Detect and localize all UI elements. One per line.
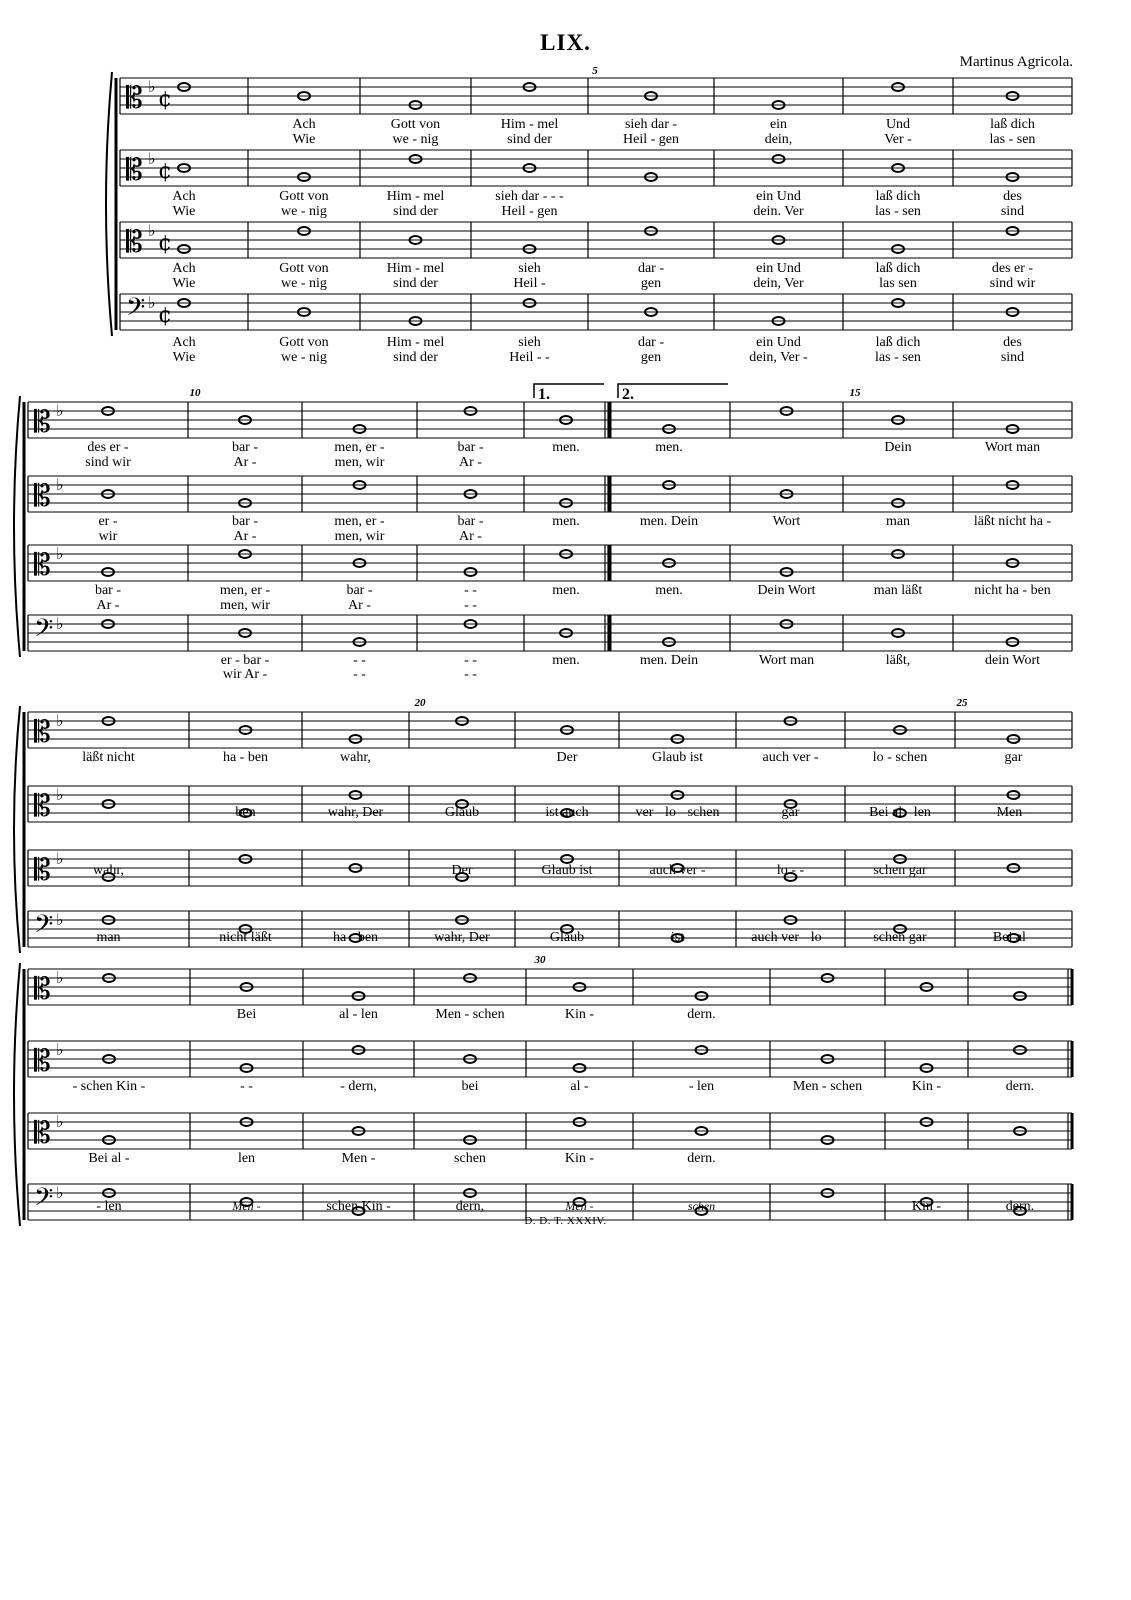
lyric-syllable: dar - [637,335,665,350]
lyric-syllable: dein Wort [985,653,1040,668]
lyric-syllable: al - len [339,1007,378,1022]
lyric-syllable: - dern, [340,1079,377,1094]
lyric-syllable: auch ver - lo - [751,930,830,945]
system-bracket [14,396,20,657]
lyric-syllable: ein Und [756,335,801,350]
measure-number: 30 [534,954,546,966]
lyric-syllable: dein. Ver [753,204,804,219]
lyric-syllable: ha - ben [222,750,269,765]
flat-icon: ♭ [56,544,64,563]
lyric-syllable: sind der [507,132,552,147]
staff [28,910,1072,947]
staff [120,77,1072,147]
lyric-syllable: laß dich [875,261,921,276]
measure-number: 20 [414,697,426,709]
lyric-syllable: dern, [455,1199,485,1214]
c-clef-icon: 𝄡 [34,715,51,750]
lyric-syllable: bar - [457,514,484,529]
lyric-syllable: men, er - [334,514,385,529]
c-clef-icon: 𝄡 [34,972,51,1007]
lyric-syllable: Glaub ist [541,863,593,878]
lyric-syllable: gen [640,276,662,291]
lyric-syllable: Ach [172,189,196,204]
bass-clef-icon: 𝄢 [34,910,54,945]
lyric-syllable: ein [769,117,788,132]
flat-icon: ♭ [56,711,64,730]
lyric-syllable: - - [464,598,477,613]
lyric-syllable: - - [102,805,115,820]
lyric-syllable: schen gar [873,930,927,945]
lyric-syllable: sind der [393,276,438,291]
lyric-syllable: Him - mel [500,117,559,132]
lyric-syllable: lo - - [776,863,805,878]
lyric-syllable: Gott von [279,189,329,204]
lyric-syllable: er - bar - [220,653,270,668]
lyric-syllable: ein Und [756,189,801,204]
lyric-syllable: - - [240,1079,253,1094]
lyric-syllable: Wort [772,514,801,529]
measure-number: 10 [189,387,201,399]
lyric-syllable: Glaub ist [652,750,703,765]
composer-name: Martinus Agricola. [959,54,1073,70]
lyric-syllable: Heil - - [509,350,550,365]
system-bracket [106,72,112,336]
lyric-syllable: we - nig [392,132,439,147]
lyric-syllable: sieh dar - - - [495,189,564,204]
staff [28,849,1072,888]
lyric-syllable: gen [640,350,662,365]
flat-icon: ♭ [56,1112,64,1131]
flat-icon: ♭ [148,221,156,240]
lyric-syllable: wahr, [93,863,124,878]
lyric-syllable: ein Und [756,261,801,276]
lyric-syllable: sieh [518,261,541,276]
cut-time-icon: ¢ [158,159,172,184]
volta-label: 2. [622,386,634,403]
score-system [14,697,1072,953]
lyric-syllable: auch ver - [649,863,706,878]
staff [120,221,1072,291]
lyric-syllable: Wie [172,204,196,219]
lyric-syllable: Gott von [279,261,329,276]
lyric-syllable: dein, Ver - [749,350,808,365]
lyric-syllable: er - [98,514,118,529]
lyric-syllable: Und [885,117,911,132]
lyric-syllable: schen gar [873,863,927,878]
lyric-syllable: men. [655,583,683,598]
lyric-syllable: men, er - [219,583,271,598]
lyric-syllable: Wie [172,350,196,365]
lyric-syllable: Ach [172,261,196,276]
lyric-syllable: Ar - [348,598,371,613]
c-clef-icon: 𝄡 [126,225,143,260]
lyric-syllable: we - nig [281,204,327,219]
lyric-syllable: läßt nicht [82,750,135,765]
lyric-syllable: men. [552,514,580,529]
staff [120,149,1072,219]
lyric-syllable: man [96,930,121,945]
lyric-syllable: - - [464,583,477,598]
lyric-syllable: men, wir [334,455,385,470]
lyric-syllable: man läßt [873,583,923,598]
lyric-syllable: men. [655,440,683,455]
lyric-syllable: Dein Wort [757,583,816,598]
c-clef-icon: 𝄡 [34,548,51,583]
measure-number: 15 [849,387,861,399]
lyric-syllable: Men - [996,805,1031,820]
lyric-syllable: Gott von [279,335,329,350]
lyric-syllable: schen [687,1199,716,1213]
lyric-syllable: Heil - gen [623,132,679,147]
lyric-syllable: len [237,1151,256,1166]
lyric-syllable: bar - [346,583,373,598]
lyric-syllable: Him - mel [386,261,445,276]
lyric-syllable: läßt nicht ha - [973,514,1052,529]
lyric-syllable: wir [98,529,118,544]
staff [28,475,1072,544]
c-clef-icon: 𝄡 [126,153,143,188]
staff [28,968,1072,1022]
lyric-syllable: Kin - [564,1151,595,1166]
lyric-syllable: sind [1000,204,1025,219]
staff [28,401,1072,470]
lyric-syllable: - - [353,653,366,668]
lyric-syllable: gar [1004,750,1023,765]
lyric-syllable: Him - mel [386,189,445,204]
lyric-syllable: laß dich [875,335,921,350]
lyric-syllable: wahr, [340,750,371,765]
lyric-syllable: Bei [236,1007,257,1022]
lyric-syllable: Bei al - [88,1151,130,1166]
lyric-syllable: - - [464,653,477,668]
lyric-syllable: bar - [231,440,259,455]
lyric-syllable: Wort man [758,653,815,668]
lyric-syllable: dein, [764,132,793,147]
lyric-syllable: ben [235,805,256,820]
cut-time-icon: ¢ [158,87,172,112]
lyric-syllable: Dein [884,440,912,455]
lyric-syllable: Ver - [884,132,912,147]
lyric-syllable: bar - [231,514,259,529]
measure-number: 25 [956,697,968,709]
flat-icon: ♭ [56,968,64,987]
lyric-syllable: des [1003,335,1022,350]
lyric-syllable: Men - schen [435,1007,505,1022]
lyric-syllable: Ar - [96,598,120,613]
lyric-syllable: men. Dein [639,653,699,668]
bass-clef-icon: 𝄢 [34,614,54,649]
score-system [14,954,1072,1226]
lyric-syllable: dar - [637,261,665,276]
lyric-syllable: lo - schen [872,750,928,765]
c-clef-icon: 𝄡 [34,479,51,514]
flat-icon: ♭ [56,849,64,868]
lyric-syllable: Glaub [549,930,585,945]
flat-icon: ♭ [56,1183,64,1202]
lyric-syllable: Heil - gen [501,204,558,219]
lyric-syllable: man [885,514,911,529]
lyric-syllable: Ar - [459,455,482,470]
flat-icon: ♭ [56,401,64,420]
c-clef-icon: 𝄡 [34,405,51,440]
lyric-syllable: dern. [687,1007,716,1022]
lyric-syllable: wahr, Der [434,930,490,945]
score-system [14,384,1072,682]
lyric-syllable: men. [552,583,580,598]
c-clef-icon: 𝄡 [34,853,51,888]
system-bracket [14,963,20,1226]
lyric-syllable: sind der [393,204,438,219]
lyric-syllable: Ar - [233,529,257,544]
lyric-syllable: laß dich [990,117,1035,132]
lyric-syllable: Men - [232,1199,261,1213]
c-clef-icon: 𝄡 [34,789,51,824]
score-system [106,65,1072,365]
lyric-syllable: sind wir [989,276,1036,291]
lyric-syllable: las - sen [875,204,921,219]
lyric-syllable: las sen [879,276,917,291]
lyric-syllable: al - [570,1079,589,1094]
lyric-syllable: wir Ar - [222,667,268,682]
lyric-syllable: men. [552,440,580,455]
staff [120,293,1072,365]
staff [28,1112,1072,1166]
staff [28,614,1072,682]
flat-icon: ♭ [148,77,156,96]
lyric-syllable: sind wir [85,455,131,470]
cut-time-icon: ¢ [158,303,172,328]
c-clef-icon: 𝄡 [126,81,143,116]
lyric-syllable: Kin - [564,1007,595,1022]
lyric-syllable: Bei al - [992,930,1035,945]
lyric-syllable: dern. [687,1151,716,1166]
bass-clef-icon: 𝄢 [126,293,146,328]
lyric-syllable: - len [96,1199,122,1214]
page-title: LIX. [540,30,591,55]
staff [28,1040,1072,1094]
lyric-syllable: dern. [1005,1199,1035,1214]
lyric-syllable: las - sen [989,132,1036,147]
lyric-syllable: sieh [518,335,541,350]
lyric-syllable: - len [688,1079,715,1094]
lyric-syllable: Bei al - len [869,805,931,820]
lyric-syllable: - - [464,667,477,682]
lyric-syllable: sind [1000,350,1025,365]
lyric-syllable: des er - [87,440,129,455]
staff [28,544,1072,613]
system-bracket [14,706,20,953]
lyric-syllable: Wie [172,276,196,291]
lyric-syllable: schen Kin - [326,1199,391,1214]
lyric-syllable: Ar - [459,529,482,544]
lyric-syllable: Ar - [233,455,257,470]
lyric-syllable: Ach [172,335,196,350]
lyric-syllable: Men - [565,1199,594,1213]
lyric-syllable: Der [451,863,473,878]
volta-label: 1. [538,386,550,403]
lyric-syllable: ver - lo - schen [635,805,720,820]
lyric-syllable: Glaub [444,805,480,820]
lyric-syllable: ist auch [545,805,589,820]
lyric-syllable: Ach [292,117,316,132]
lyric-syllable: las - sen [875,350,921,365]
lyric-syllable: bar - [94,583,122,598]
lyric-syllable: men, wir [220,598,270,613]
lyric-syllable: Men - schen [792,1079,863,1094]
flat-icon: ♭ [56,1040,64,1059]
flat-icon: ♭ [56,910,64,929]
staff [28,785,1072,824]
lyric-syllable: we - nig [281,350,327,365]
lyric-syllable: Him - mel [386,335,445,350]
lyric-syllable: - schen Kin - [72,1079,146,1094]
lyric-syllable: men, er - [334,440,385,455]
lyric-syllable: sind der [393,350,438,365]
lyric-syllable: wahr, Der [327,805,384,820]
c-clef-icon: 𝄡 [34,1116,51,1151]
lyric-syllable: Wie [292,132,316,147]
lyric-syllable: ist [670,930,685,945]
lyric-syllable: we - nig [281,276,327,291]
lyric-syllable: Heil - [513,276,546,291]
lyric-syllable: men, wir [334,529,385,544]
lyric-syllable: des [1003,189,1022,204]
bass-clef-icon: 𝄢 [34,1183,54,1218]
staff [28,711,1072,765]
flat-icon: ♭ [56,614,64,633]
flat-icon: ♭ [148,149,156,168]
lyric-syllable: nicht läßt [219,930,272,945]
lyric-syllable: men. Dein [639,514,699,529]
lyric-syllable: läßt, [885,653,911,668]
lyric-syllable: - - [353,667,366,682]
lyric-syllable: gar [781,805,800,820]
lyric-syllable: Wort man [984,440,1041,455]
lyric-syllable: men. [552,653,580,668]
lyric-syllable: dein, Ver [753,276,804,291]
flat-icon: ♭ [148,293,156,312]
cut-time-icon: ¢ [158,231,172,256]
lyric-syllable: bei [461,1079,479,1094]
lyric-syllable: Men - [341,1151,376,1166]
volta-bracket [618,384,728,398]
lyric-syllable: des er - [991,261,1034,276]
measure-number: 5 [592,65,598,77]
lyric-syllable: Der [556,750,578,765]
source-reference: D. D. T. XXXIV. [524,1215,607,1227]
flat-icon: ♭ [56,785,64,804]
lyric-syllable: auch ver - [762,750,819,765]
lyric-syllable: ha - ben [332,930,379,945]
lyric-syllable: nicht ha - ben [974,583,1051,598]
lyric-syllable: Kin - [911,1199,942,1214]
lyric-syllable: Kin - [911,1079,942,1094]
lyric-syllable: laß dich [875,189,921,204]
lyric-syllable: bar - [457,440,484,455]
lyric-syllable: dern. [1005,1079,1035,1094]
lyric-syllable: sieh dar - [624,117,678,132]
c-clef-icon: 𝄡 [34,1044,51,1079]
flat-icon: ♭ [56,475,64,494]
lyric-syllable: Gott von [390,117,441,132]
lyric-syllable: schen [454,1151,486,1166]
